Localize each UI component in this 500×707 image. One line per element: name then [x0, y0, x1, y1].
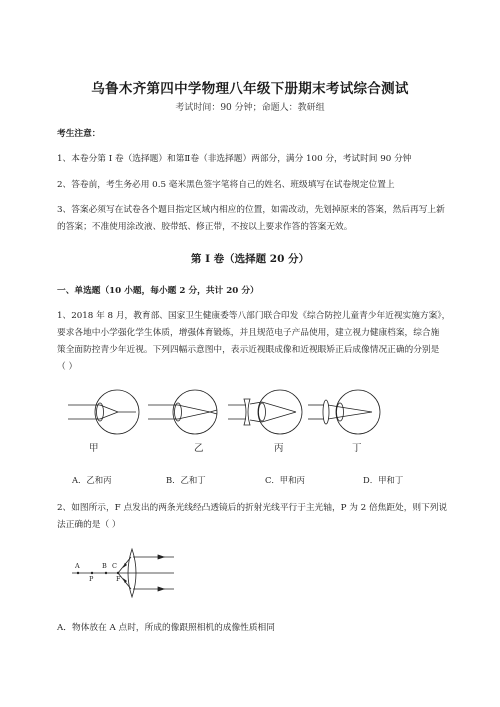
q2-line-1: 2、如图所示，F 点发出的两条光线经凸透镜后的折射光线平行于主光轴，P 为 2 倍焦距处，则下列说: [57, 503, 448, 513]
section-title: 第 I 卷（选择题 20 分）: [190, 253, 310, 265]
exam-info: 考试时间：90 分钟；命题人：教研组: [175, 103, 325, 113]
label-C: C: [112, 562, 117, 570]
label-P: P: [89, 575, 94, 583]
eye-diagram-jia: [68, 390, 139, 434]
q2-line-2: 法正确的是（ ）: [57, 520, 121, 530]
convex-lens-labels: [70, 545, 180, 605]
eye-diagram-ding: [308, 390, 380, 434]
eye-diagram-yi: [148, 390, 217, 434]
q1-option-c[interactable]: C．甲和丙: [265, 475, 305, 485]
page-title: 乌鲁木齐第四中学物理八年级下册期末考试综合测试: [91, 81, 409, 97]
notice-heading: 考生注意：: [57, 129, 101, 139]
label-F: F: [116, 575, 121, 583]
q1-option-b[interactable]: B．乙和丁: [166, 475, 206, 485]
figure-label-jia: 甲: [89, 443, 99, 454]
notice-item-2: 2、答卷前，考生务必用 0.5 毫米黑色签字笔将自己的姓名、班级填写在试卷规定位置上: [57, 180, 395, 190]
part-heading: 一、单选题（10 小题，每小题 2 分，共计 20 分）: [57, 286, 259, 296]
q1-option-a[interactable]: A．乙和丙: [72, 475, 112, 485]
eye-diagram-bing: [228, 390, 302, 434]
figure-label-ding: 丁: [352, 443, 362, 454]
q2-option-a[interactable]: A．物体放在 A 点时，所成的像跟照相机的成像性质相同: [57, 623, 275, 633]
eye-diagrams-figure: [60, 385, 390, 441]
q1-line-2: 要求各地中小学强化学生体质，增强体育锻炼，并且规范电子产品使用，建立视力健康档案，综合施: [57, 328, 440, 338]
label-A: A: [75, 562, 80, 570]
figure-label-bing: 丙: [274, 443, 284, 454]
notice-item-3: 3、答案必须写在试卷各个题目指定区域内相应的位置，如需改动，先划掉原来的答案，然后再写上新: [57, 205, 445, 215]
q1-line-1: 1、2018 年 8 月，教育部、国家卫生健康委等八部门联合印发《综合防控儿童青少年近视实施方案》，: [57, 311, 451, 321]
q1-line-4: （ ）: [57, 362, 78, 372]
q1-option-d[interactable]: D．甲和丁: [363, 475, 404, 485]
q1-line-3: 策全面防控青少年近视。下列四幅示意图中，表示近视眼成像和近视眼矫正后成像情况正确的分别是: [57, 345, 440, 355]
figure-label-yi: 乙: [194, 443, 204, 454]
label-B: B: [102, 562, 107, 570]
notice-item-3-cont: 的答案；不准使用涂改液、胶带纸、修正带，不按以上要求作答的答案无效。: [57, 222, 353, 232]
notice-item-1: 1、本卷分第 I 卷（选择题）和第Ⅱ卷（非选择题）两部分，满分 100 分，考试时间 90 分钟: [57, 154, 412, 164]
